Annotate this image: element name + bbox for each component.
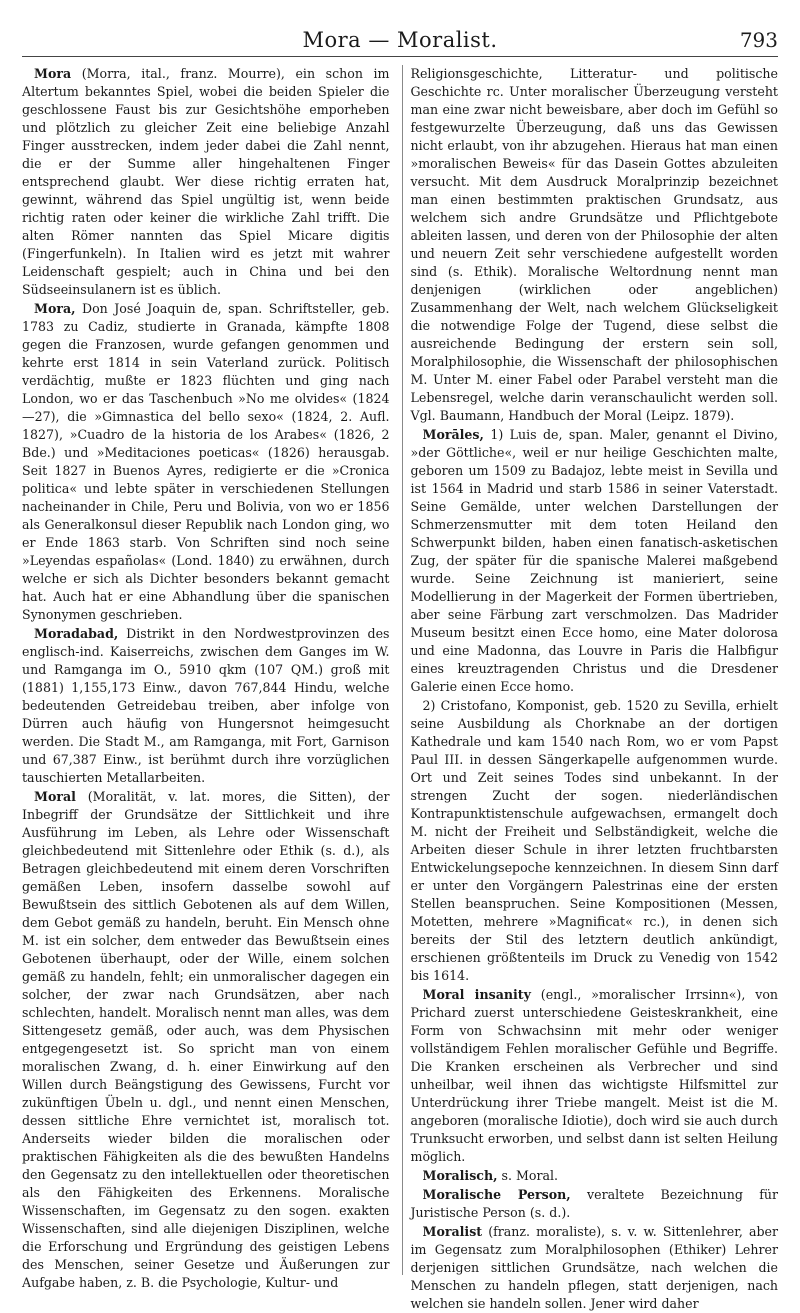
entry-headword: Moralische Person, [422,1187,571,1202]
entry-text: Distrikt in den Nordwestprovinzen des englisch-ind. Kaiserreichs, zwischen dem Ganges im W. und Ramganga im O., 5910 qkm (107 QM.) groß mit (1881) 1,155,173 Einw., davon 767,844 Hindu, welche bedeutenden Getreidebau treiben, aber infolge von Dürren auch häufig von Hungersnot heimgesucht werden. Die Stadt M., am Ramganga, mit Fort, Garnison und 67,387 Einw., ist berühmt durch ihre vorzüglichen tauschierten Metallarbeiten. [22,626,390,785]
left-column [22,65,390,1290]
entry-text: 2) Cristofano, Komponist, geb. 1520 zu Sevilla, erhielt seine Ausbildung als Chorknabe an der dortigen Kathedrale und kam 1540 nach Rom, wo er vom Papst Paul III. in dessen Sängerkapelle aufgenommen wurde. Ort und Zeit seines Todes sind unbekannt. In der strengen Zucht der sogen. niederländischen Kontrapunktistenschule aufgewachsen, ermangelt doch M. nicht der Freiheit und Selbständigkeit, welche die Arbeiten dieser Schule in ihrer letzten fruchtbarsten Entwickelungsepoche kennzeichnen. In diesem Sinn darf er unter den Vorgängern Palestrinas eine der ersten Stellen beanspruchen. Seine Kompositionen (Messen, Motetten, mehrere »Magnificat« rc.), in denen sich bereits der Stil des letztern deutlich ankündigt, erschienen größtenteils im Druck zu Venedig von 1542 bis 1614. [410,698,778,983]
dictionary-entry [411,426,779,696]
entry-headword: Moradabad, [34,626,119,641]
entry-text: (franz. moraliste), s. v. w. Sittenlehrer, aber im Gegensatz zum Moralphilosophen (Ethiker) Lehrer derjenigen sittlichen Grundsätze, nach welchen die Menschen zu handeln pflegen, statt derjenigen, nach welchen sie handeln sollen. Jener wird daher [410,1224,778,1311]
dictionary-entry [22,65,390,299]
entry-text: (engl., »moralischer Irrsinn«), von Prichard zuerst unterschiedene Geisteskrankheit, eine Form von Schwachsinn mit mehr oder weniger vollständigem Fehlen moralischer Gefühle und Begriffe. Die Kranken erscheinen als Verbrecher und sind unheilbar, weil ihnen das wichtigste Hilfsmittel zur Unterdrückung ihrer Triebe mangelt. Meist ist die M. angeboren (moralische Idiotie), doch wird sie auch durch Trunksucht erworben, und selbst dann ist selten Heilung möglich. [410,987,779,1164]
entry-text: 1) Luis de, span. Maler, genannt el Divino, »der Göttliche«, weil er nur heilige Geschichten malte, geboren um 1509 zu Badajoz, lebte meist in Sevilla und ist 1564 in Madrid und starb 1586 in seiner Vaterstadt. Seine Gemälde, unter welchen Darstellungen der Schmerzensmutter mit dem toten Heiland den Schwerpunkt bilden, haben einen fanatisch-asketischen Zug, der später für die spanische Malerei maßgebend wurde. Seine Zeichnung ist manieriert, seine Modellierung in der Magerkeit der Formen übertrieben, aber seine Färbung zart verschmolzen. Das Madrider Museum besitzt einen Ecce homo, eine Mater dolorosa und eine Madonna, das Louvre in Paris die Halbfigur eines kreuztragenden Christus und die Dresdener Galerie einen Ecce homo. [410,427,778,694]
page-number: 793 [739,28,778,52]
dictionary-entry [22,625,390,787]
dictionary-entry [22,788,390,1292]
entry-headword: Moralist [422,1224,483,1239]
entry-headword: Moral [34,789,76,804]
page-header [22,28,778,57]
dictionary-entry [411,986,779,1166]
entry-headword: Mora, [34,301,76,316]
running-title: Mora — Moralist. [302,28,498,52]
entry-headword: Moral insanity [422,987,531,1002]
entry-headword: Morāles, [422,427,484,442]
entry-text: (Moralität, v. lat. mores, die Sitten), der Inbegriff der Grundsätze der Sittlichkeit und ihre Ausführung im Leben, als Lehre oder Wissenschaft gleichbedeutend mit Sittenlehre oder Ethik (s. d.), als Betragen gleichbedeutend mit einem deren Vorschriften gemäßen Leben, insofern dasselbe sowohl auf Bewußtsein des sittlich Gebotenen als auf dem Willen, dem Gebot gemäß zu handeln, beruht. Ein Mensch ohne M. ist ein solcher, dem entweder das Bewußtsein eines Gebotenen überhaupt, oder der Wille, einem solchen gemäß zu handeln, fehlt; ein unmoralischer dagegen ein solcher, der zwar nach Grundsätzen, aber nach schlechten, handelt. Moralisch nennt man alles, was dem Sittengesetz gemäß, oder auch, was dem Physischen entgegengesetzt ist. So spricht man von einem moralischen Zwang, d. h. einer Einwirkung auf den Willen durch Beängstigung des Gewissens, Furcht vor zukünftigen Übeln u. dgl., und nennt einen Menschen, dessen sittliche Ehre vernichtet ist, moralisch tot. Anderseits wieder bilden die moralischen oder praktischen Fähigkeiten als die des bewußten Handelns den Gegensatz zu den intellektuellen oder theoretischen als den Fähigkeiten des Erkennens. Moralische Wissenschaften, im Gegensatz zu den sogen. exakten Wissenschaften, sind alle diejenigen Disziplinen, welche die Erforschung und Ergründung des geistigen Lebens des Menschen, seiner Gesetze und Äußerungen zur Aufgabe haben, z. B. die Psychologie, Kultur- und [22,789,390,1290]
text-columns [22,65,779,1311]
right-column [402,65,779,1311]
entry-text: Religionsgeschichte, Litteratur- und politische Geschichte rc. Unter moralischer Überzeugung versteht man eine zwar nicht beweisbare, aber doch im Gefühl so festgewurzelte Überzeugung, daß uns das Gewissen nicht erlaubt, von ihr abzugehen. Hieraus hat man einen »moralischen Beweis« für das Dasein Gottes abzuleiten versucht. Mit dem Ausdruck Moralprinzip bezeichnet man einen bestimmten praktischen Grundsatz, aus welchem sich andre Grundsätze und Pflichtgebote ableiten lassen, und deren von der Philosophie der alten und neuern Zeit sehr verschiedene aufgestellt worden sind (s. Ethik). Moralische Weltordnung nennt man denjenigen (wirklichen oder angeblichen) Zusammenhang der Welt, nach welchem Glückseligkeit die notwendige Folge der Tugend, diese selbst die ausreichende Bedingung der erstern sein soll, Moralphilosophie, die Wissenschaft der philosophischen M. Unter M. einer Fabel oder Parabel versteht man die Lebensregel, welche darin veranschaulicht werden soll. Vgl. Baumann, Handbuch der Moral (Leipz. 1879). [410,66,778,423]
entry-text: Don José Joaquin de, span. Schriftsteller, geb. 1783 zu Cadiz, studierte in Granada, kämpfte 1808 gegen die Franzosen, wurde gefangen genommen und kehrte erst 1814 in sein Vaterland zurück. Politisch verdächtig, mußte er 1823 flüchten und ging nach London, wo er das Taschenbuch »No me olvides« (1824—27), die »Gimnastica del bello sexo« (1824, 2. Aufl. 1827), »Cuadro de la historia de los Arabes« (1826, 2 Bde.) und »Meditaciones poeticas« (1826) herausgab. Seit 1827 in Buenos Ayres, redigierte er die »Cronica politica« und lebte später in verschiedenen Stellungen nacheinander in Chile, Peru und Bolivia, von wo er 1856 als Generalkonsul dieser Republik nach London ging, wo er Ende 1863 starb. Von Schriften sind noch seine »Leyendas españolas« (Lond. 1840) zu erwähnen, durch welche er sich als Dichter besonders bekannt gemacht hat. Auch hat er eine Abhandlung über die spanischen Synonymen geschrieben. [22,301,390,622]
dictionary-entry [411,1167,779,1185]
dictionary-entry [411,1223,779,1313]
dictionary-entry [411,697,779,985]
entry-headword: Mora [34,66,72,81]
entry-text: s. Moral. [497,1168,559,1183]
entry-text: veraltete Bezeichnung für Juristische Person (s. d.). [410,1187,779,1220]
entry-text: (Morra, ital., franz. Mourre), ein schon im Altertum bekanntes Spiel, wobei die beiden Spieler die geschlossene Faust bis zur Gesichtshöhe emporheben und plötzlich zu gleicher Zeit eine beliebige Anzahl Finger ausstrecken, indem jeder dabei die Zahl nennt, die er der Summe aller hingehaltenen Finger entsprechend glaubt. Wer diese richtig erraten hat, gewinnt, während das Spiel ungültig ist, wenn beide richtig raten oder keiner die wirkliche Zahl trifft. Die alten Römer nannten das Spiel Micare digitis (Fingerfunkeln). In Italien wird es jetzt mit wahrer Leidenschaft gespielt; auch in China und bei den Südseeinsulanern ist es üblich. [22,66,390,297]
dictionary-entry [22,300,390,624]
entry-headword: Moralisch, [422,1168,498,1183]
dictionary-entry [411,1186,779,1222]
dictionary-entry [411,65,779,425]
